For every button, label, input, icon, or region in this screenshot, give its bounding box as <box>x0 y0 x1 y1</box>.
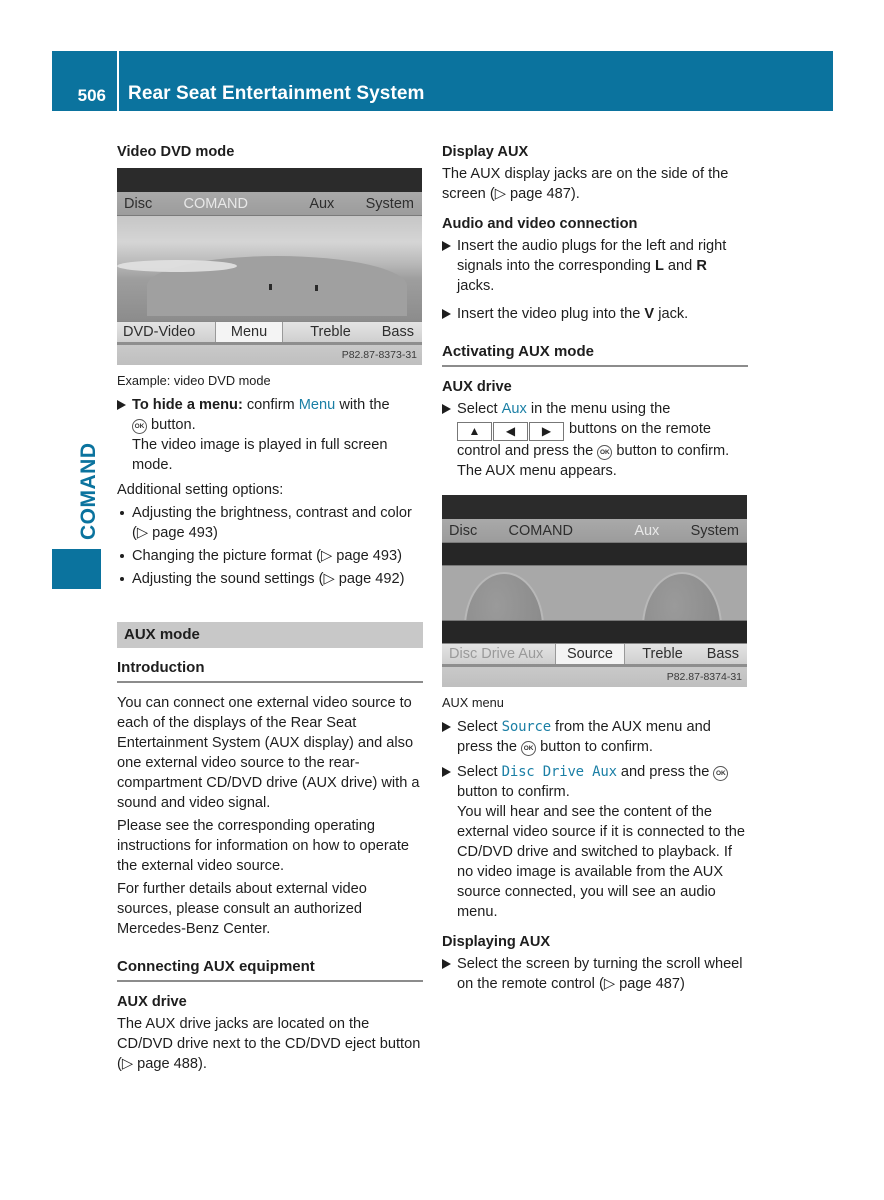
video-dvd-screenshot <box>117 168 422 365</box>
aux-drive-text: The AUX drive jacks are located on the CD/DVD drive next to the CD/DVD eject button (▷ page 488). <box>117 1016 421 1072</box>
step-arrow-icon <box>442 309 451 319</box>
bullet-icon <box>120 511 124 515</box>
bullet-item: Changing the picture format (▷ page 493) <box>117 546 423 566</box>
menu-reference: Aux <box>501 401 527 417</box>
menu-system: System <box>690 522 739 539</box>
instruction-step: Insert the video plug into the V jack. <box>442 304 748 324</box>
additional-options-label: Additional setting options: <box>117 482 284 498</box>
step-arrow-icon <box>117 400 126 410</box>
step-arrow-icon <box>442 722 451 732</box>
menu-aux: Aux <box>309 195 335 212</box>
figure-code: P82.87-8373-31 <box>117 345 422 365</box>
aux-menu-screenshot <box>442 495 747 687</box>
ok-button-icon: OK <box>713 766 728 781</box>
step-arrow-icon <box>442 767 451 777</box>
intro-paragraph: Please see the corresponding operating instructions for information on how to operate the external video source. <box>117 818 410 874</box>
page-title: Rear Seat Entertainment System <box>128 83 425 104</box>
step-arrow-icon <box>442 404 451 414</box>
video-image <box>117 216 422 321</box>
menu-comand: COMAND <box>508 522 573 539</box>
step-arrow-icon <box>442 959 451 969</box>
func-menu: Menu <box>215 322 283 342</box>
display-aux-text: The AUX display jacks are on the side of the screen (▷ page 487). <box>442 166 729 202</box>
menu-comand: COMAND <box>183 195 248 212</box>
instruction-step: Select Source from the AUX menu and press the OK button to confirm. <box>442 717 748 757</box>
chapter-side-label: COMAND <box>77 442 100 540</box>
aux-mode-section-heading: AUX mode <box>117 622 423 648</box>
header-divider <box>117 51 119 111</box>
screen-top-bar <box>117 168 422 192</box>
func-disc-drive-aux: Disc Drive Aux <box>449 646 544 662</box>
ok-button-icon: OK <box>132 419 147 434</box>
bullet-item: Adjusting the brightness, contrast and color (▷ page 493) <box>117 503 423 543</box>
step-result: You will hear and see the content of the external video source if it is connected to the CD/DVD drive and switched to playback. If no video image is available from the AUX source connected, you will see an audio menu. <box>457 804 745 920</box>
aux-drive-subheading: AUX drive <box>442 379 512 395</box>
right-column <box>442 142 748 999</box>
func-bass: Bass <box>706 646 739 662</box>
ok-button-icon: OK <box>521 741 536 756</box>
menu-reference: Disc Drive Aux <box>501 764 617 780</box>
left-column <box>117 142 423 1077</box>
instruction-step: Select Aux in the menu using the ▲ ◀ ▶ buttons on the remote control and press the OK button to confirm. The AUX menu appears. <box>442 399 748 481</box>
ok-button-icon: OK <box>597 445 612 460</box>
page-header <box>52 51 833 111</box>
intro-paragraph: For further details about external video sources, please consult an authorized Mercedes-Benz Center. <box>117 881 367 937</box>
instruction-step: Select Disc Drive Aux and press the OK button to confirm. You will hear and see the content of the external video source if it is connected to the CD/DVD drive and switched to playback. If no video image is available from the AUX source connected, you will see an audio menu. <box>442 762 748 922</box>
menu-reference: Source <box>501 719 551 735</box>
aux-drive-heading: AUX drive <box>117 994 187 1010</box>
up-arrow-key-icon: ▲ <box>457 422 492 441</box>
figure-caption: Example: video DVD mode <box>117 373 271 388</box>
display-aux-heading: Display AUX <box>442 144 529 160</box>
menu-system: System <box>365 195 414 212</box>
step-result: The AUX menu appears. <box>457 463 617 479</box>
func-treble: Treble <box>310 324 351 340</box>
step-arrow-icon <box>442 241 451 251</box>
displaying-aux-heading: Displaying AUX <box>442 934 551 950</box>
menu-aux: Aux <box>634 522 660 539</box>
chapter-thumb-tab <box>52 549 101 589</box>
func-treble: Treble <box>642 646 683 662</box>
connecting-aux-heading: Connecting AUX equipment <box>117 957 423 982</box>
instruction-step: To hide a menu: confirm Menu with the OK button. The video image is played in full screen mode. <box>117 395 423 475</box>
activating-aux-heading: Activating AUX mode <box>442 342 748 367</box>
intro-paragraph: You can connect one external video source to each of the displays of the Rear Seat Entertainment System (AUX display) and also one external video source to the rear-compartment CD/DVD drive (AUX drive) with a sound and video signal. <box>117 695 420 811</box>
figure-code: P82.87-8374-31 <box>442 667 747 687</box>
right-arrow-key-icon: ▶ <box>529 422 564 441</box>
step-result: The video image is played in full screen mode. <box>132 437 388 473</box>
figure-caption: AUX menu <box>442 695 504 710</box>
instruction-step: Select the screen by turning the scroll wheel on the remote control (▷ page 487) <box>442 954 748 994</box>
introduction-heading: Introduction <box>117 658 423 683</box>
screen-function-bar <box>442 643 747 667</box>
screen-main-menu <box>442 519 747 543</box>
bullet-icon <box>120 554 124 558</box>
aux-image <box>442 565 747 621</box>
video-dvd-heading: Video DVD mode <box>117 144 235 160</box>
func-source: Source <box>555 644 625 664</box>
menu-disc: Disc <box>449 522 478 539</box>
screen-main-menu <box>117 192 422 216</box>
screen-top-bar <box>442 495 747 519</box>
func-bass: Bass <box>381 324 414 340</box>
bullet-item: Adjusting the sound settings (▷ page 492) <box>117 569 423 589</box>
audio-video-heading: Audio and video connection <box>442 216 638 232</box>
left-arrow-key-icon: ◀ <box>493 422 528 441</box>
instruction-step: Insert the audio plugs for the left and right signals into the corresponding L and R jacks. <box>442 236 748 296</box>
menu-reference: Menu <box>298 397 336 413</box>
bullet-icon <box>120 577 124 581</box>
menu-disc: Disc <box>124 195 153 212</box>
func-dvd-video: DVD-Video <box>123 324 196 340</box>
page-number: 506 <box>77 86 106 105</box>
screen-function-bar <box>117 321 422 345</box>
